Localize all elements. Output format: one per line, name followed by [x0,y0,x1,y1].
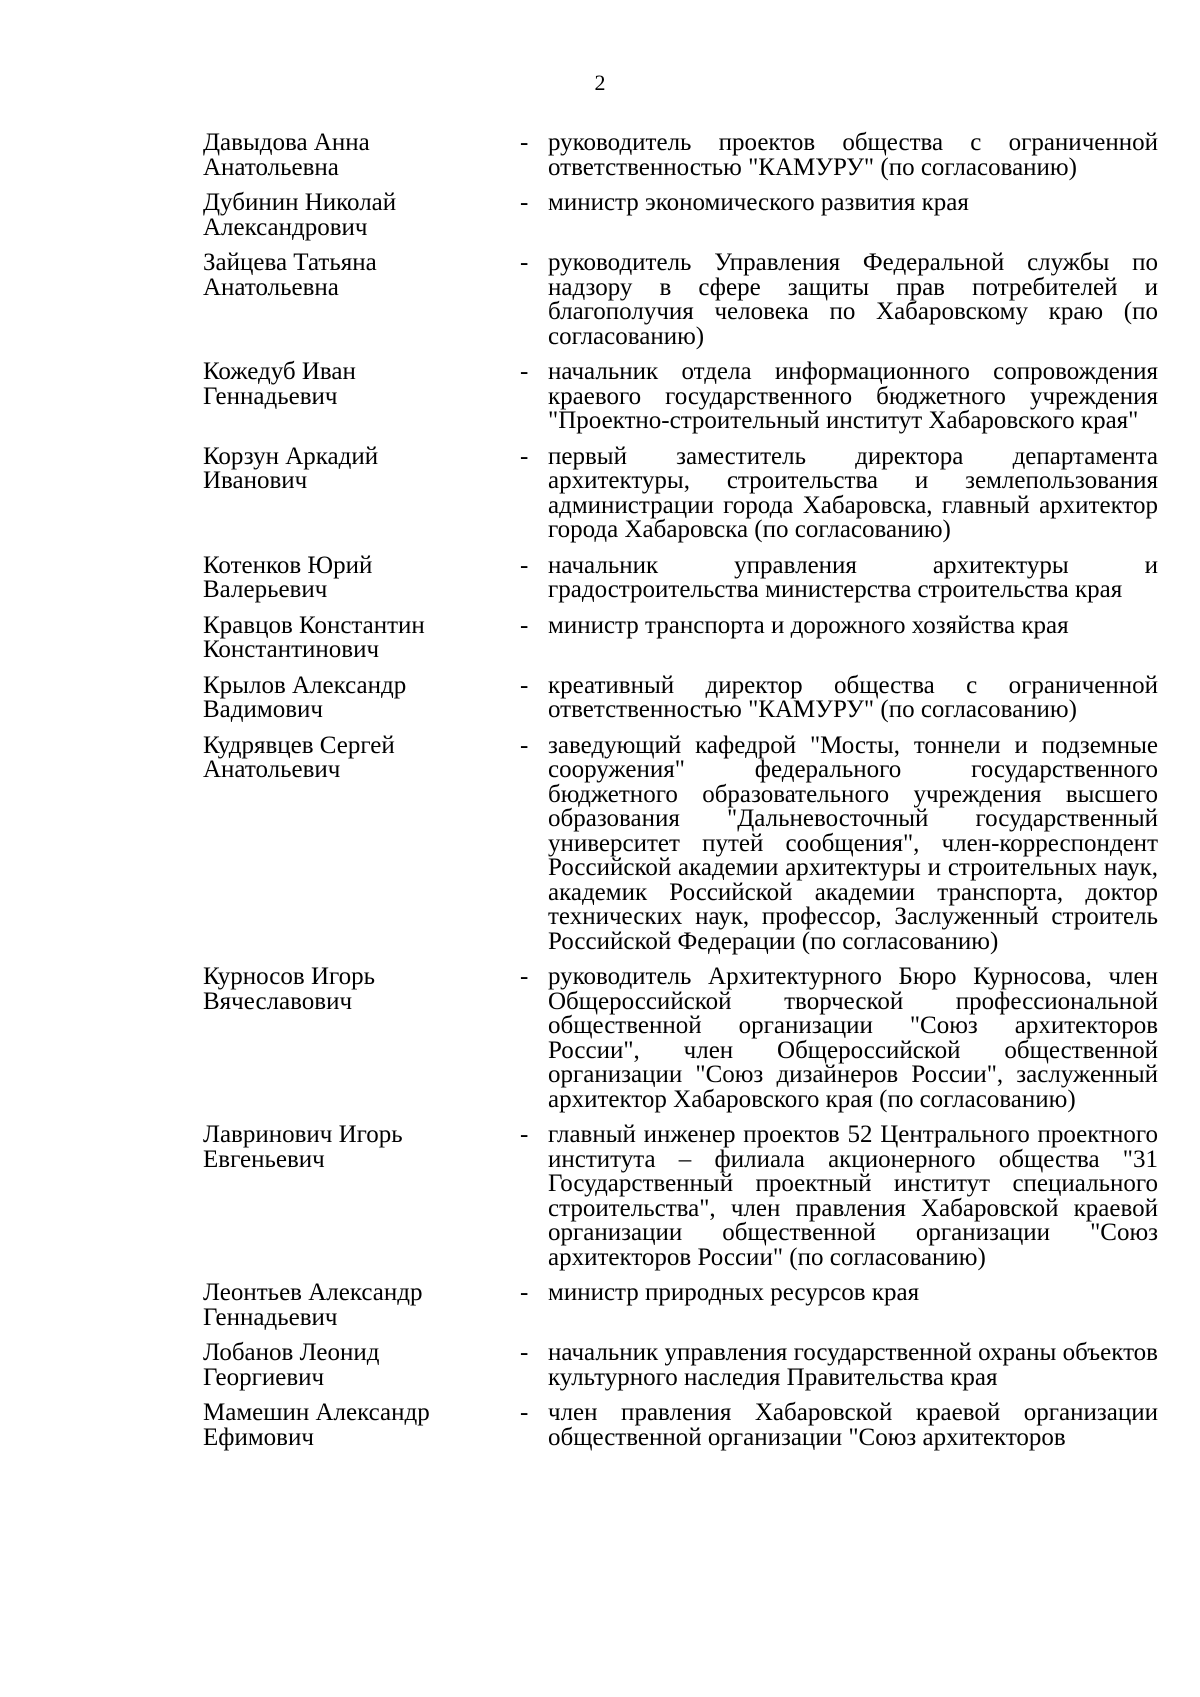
member-position: руководитель проектов общества с ограниченной ответственностью "КАМУРУ" (по согласованию) [548,129,1158,181]
member-row [203,965,1158,1112]
member-name: Кудрявцев Сергей Анатольевич [203,731,395,783]
member-dash: - [520,1279,529,1306]
member-position: начальник управления архитектуры и градостроительства министерства строительства края [548,551,1158,603]
member-dash: - [520,551,529,579]
member-dash: - [520,1399,529,1426]
member-name: Давыдова Анна Анатольевна [203,129,370,181]
member-position: член правления Хабаровской краевой организации общественной организации "Союз архитекторов [548,1399,1158,1451]
member-row [203,360,1158,434]
member-name: Лобанов Леонид Георгиевич [203,1339,380,1391]
member-dash: - [520,731,529,759]
member-row [203,191,1158,240]
member-name: Кравцов Константин Константинович [203,611,425,663]
member-row [203,1341,1158,1390]
page-number: 2 [594,70,606,95]
member-position: министр природных ресурсов края [548,1279,920,1306]
member-position: заведующий кафедрой "Мосты, тоннели и подземные сооружения" федерального государственного бюджетного образовательного учреждения высшего образования "Дальневосточный государственный университет путей сообщения", член-корреспондент Российской академии архитектуры и строительных наук, академик Российской академии транспорта, доктор технических наук, профессор, Заслуженный строитель Российской Федерации (по согласованию) [548,731,1158,955]
member-dash: - [520,1339,529,1366]
member-row [203,1401,1158,1450]
member-row [203,731,1158,955]
member-row [203,611,1158,663]
member-position: начальник отдела информационного сопровождения краевого государственного бюджетного учреждения "Проектно-строительный институт Хабаровского края" [548,358,1158,434]
member-dash: - [520,671,529,699]
member-name: Корзун Аркадий Иванович [203,442,379,494]
member-name: Кожедуб Иван Геннадьевич [203,358,356,410]
member-name: Леонтьев Александр Геннадьевич [203,1279,423,1331]
member-dash: - [520,129,529,156]
member-row [203,671,1158,723]
member-row [203,251,1158,349]
member-position: руководитель Управления Федеральной службы по надзору в сфере защиты прав потребителей и благополучия человека по Хабаровскому краю (по согласованию) [548,249,1158,350]
member-name: Мамешин Александр Ефимович [203,1399,430,1451]
member-dash: - [520,249,529,276]
member-row [203,551,1158,603]
member-row [203,442,1158,543]
member-row [203,1281,1158,1330]
member-dash: - [520,963,529,990]
member-position: креативный директор общества с ограниченной ответственностью "КАМУРУ" (по согласованию) [548,671,1158,723]
member-position: министр экономического развития края [548,189,969,216]
member-name: Крылов Александр Вадимович [203,671,407,723]
member-name: Зайцева Татьяна Анатольевна [203,249,377,301]
member-name: Дубинин Николай Александрович [203,189,397,241]
member-name: Лавринович Игорь Евгеньевич [203,1121,403,1173]
member-name: Курносов Игорь Вячеславович [203,963,376,1015]
member-row [203,131,1158,180]
member-name: Котенков Юрий Валерьевич [203,551,373,603]
member-dash: - [520,611,529,639]
member-dash: - [520,358,529,385]
member-position: первый заместитель директора департамента архитектуры, строительства и землепользования администрации города Хабаровска, главный архитектор города Хабаровска (по согласованию) [548,442,1158,543]
member-position: министр транспорта и дорожного хозяйства края [548,611,1069,639]
member-position: начальник управления государственной охраны объектов культурного наследия Правительства края [548,1339,1158,1391]
member-dash: - [520,1121,529,1148]
member-position: главный инженер проектов 52 Центрального проектного института – филиала акционерного общества "31 Государственный проектный институт специального строительства", член правления Хабаровской краевой организации общественной организации "Союз архитекторов России" (по согласованию) [548,1121,1158,1271]
member-row [203,1123,1158,1270]
member-dash: - [520,189,529,216]
member-position: руководитель Архитектурного Бюро Курносова, член Общероссийской творческой профессиональной общественной организации "Союз архитекторов России", член Общероссийской общественной организации "Союз дизайнеров России", заслуженный архитектор Хабаровского края (по согласованию) [548,963,1158,1113]
commission-member-list [203,131,1158,1461]
member-dash: - [520,442,529,470]
